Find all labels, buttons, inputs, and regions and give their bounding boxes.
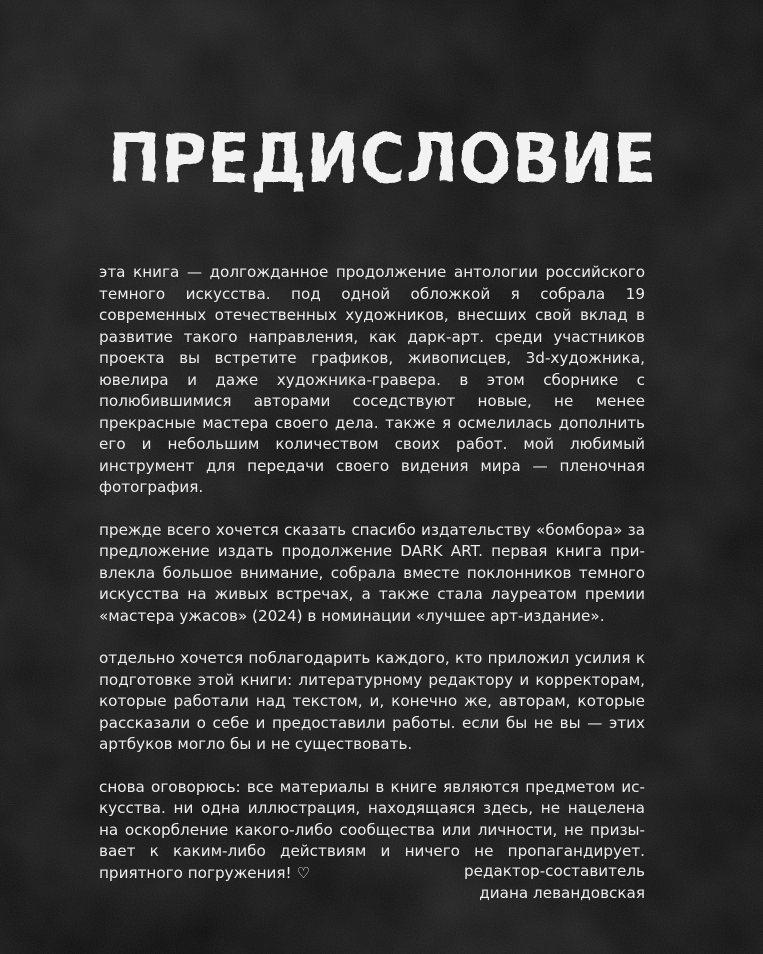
page-title bbox=[0, 108, 763, 198]
signature-name: диана левандовская bbox=[479, 883, 645, 902]
paragraph-disclaimer: снова оговорюсь: все материалы в книге являются предметом искусства. ни одна иллюстрация, находящаяся здесь, не нацелена на оскорбление какого-либо сообщества или личности, не призывает к каким-либо действиям и ничего не пропагандирует. приятного погружения! ♡ bbox=[99, 777, 645, 882]
page-title-graphic bbox=[102, 108, 662, 198]
paragraph-thanks-contributors: отдельно хочется поблагодарить каждого, кто приложил усилия к подготовке этой книги: литературному редактору и корректорам, которые работали над текстом, и, конечно же, авторам, которые рассказали о себе и предоставили работы. если бы не вы — этих артбуков могло бы и не существовать. bbox=[99, 649, 645, 753]
page-title-text: ПРЕДИСЛОВИЕ bbox=[107, 120, 656, 198]
signature-role: редактор-составитель bbox=[463, 862, 645, 880]
paragraph-thanks-publisher: прежде всего хочется сказать спасибо издательству «бомбора» за предложение издать продолжение DARK ART. первая книга привлекла большое внимание, собрала вместе поклонников темного искусства на живых встречах, а также стала лауреатом премии «мастера ужасов» (2024) в номинации «лучшее арт-издание». bbox=[99, 520, 645, 625]
signature-block bbox=[464, 861, 645, 904]
preface-body bbox=[99, 262, 645, 905]
paragraph-intro: эта книга — долгожданное продолжение антологии российского темного искусства. под одной обложкой я собрала 19 современных отечественных художников, внесших свой вклад в развитие такого направления, как дарк-арт. среди участников проекта вы встретите графиков, живописцев, 3d-художника, ювелира и даже художника-гравера. в этом сборнике с полюбившимися авторами соседствуют новые, не менее прекрасные мастера своего дела. также я осмелилась дополнить его и небольшим количеством своих работ. мой любимый инструмент для передачи своего видения мира — пленочная фотография. bbox=[99, 263, 645, 496]
